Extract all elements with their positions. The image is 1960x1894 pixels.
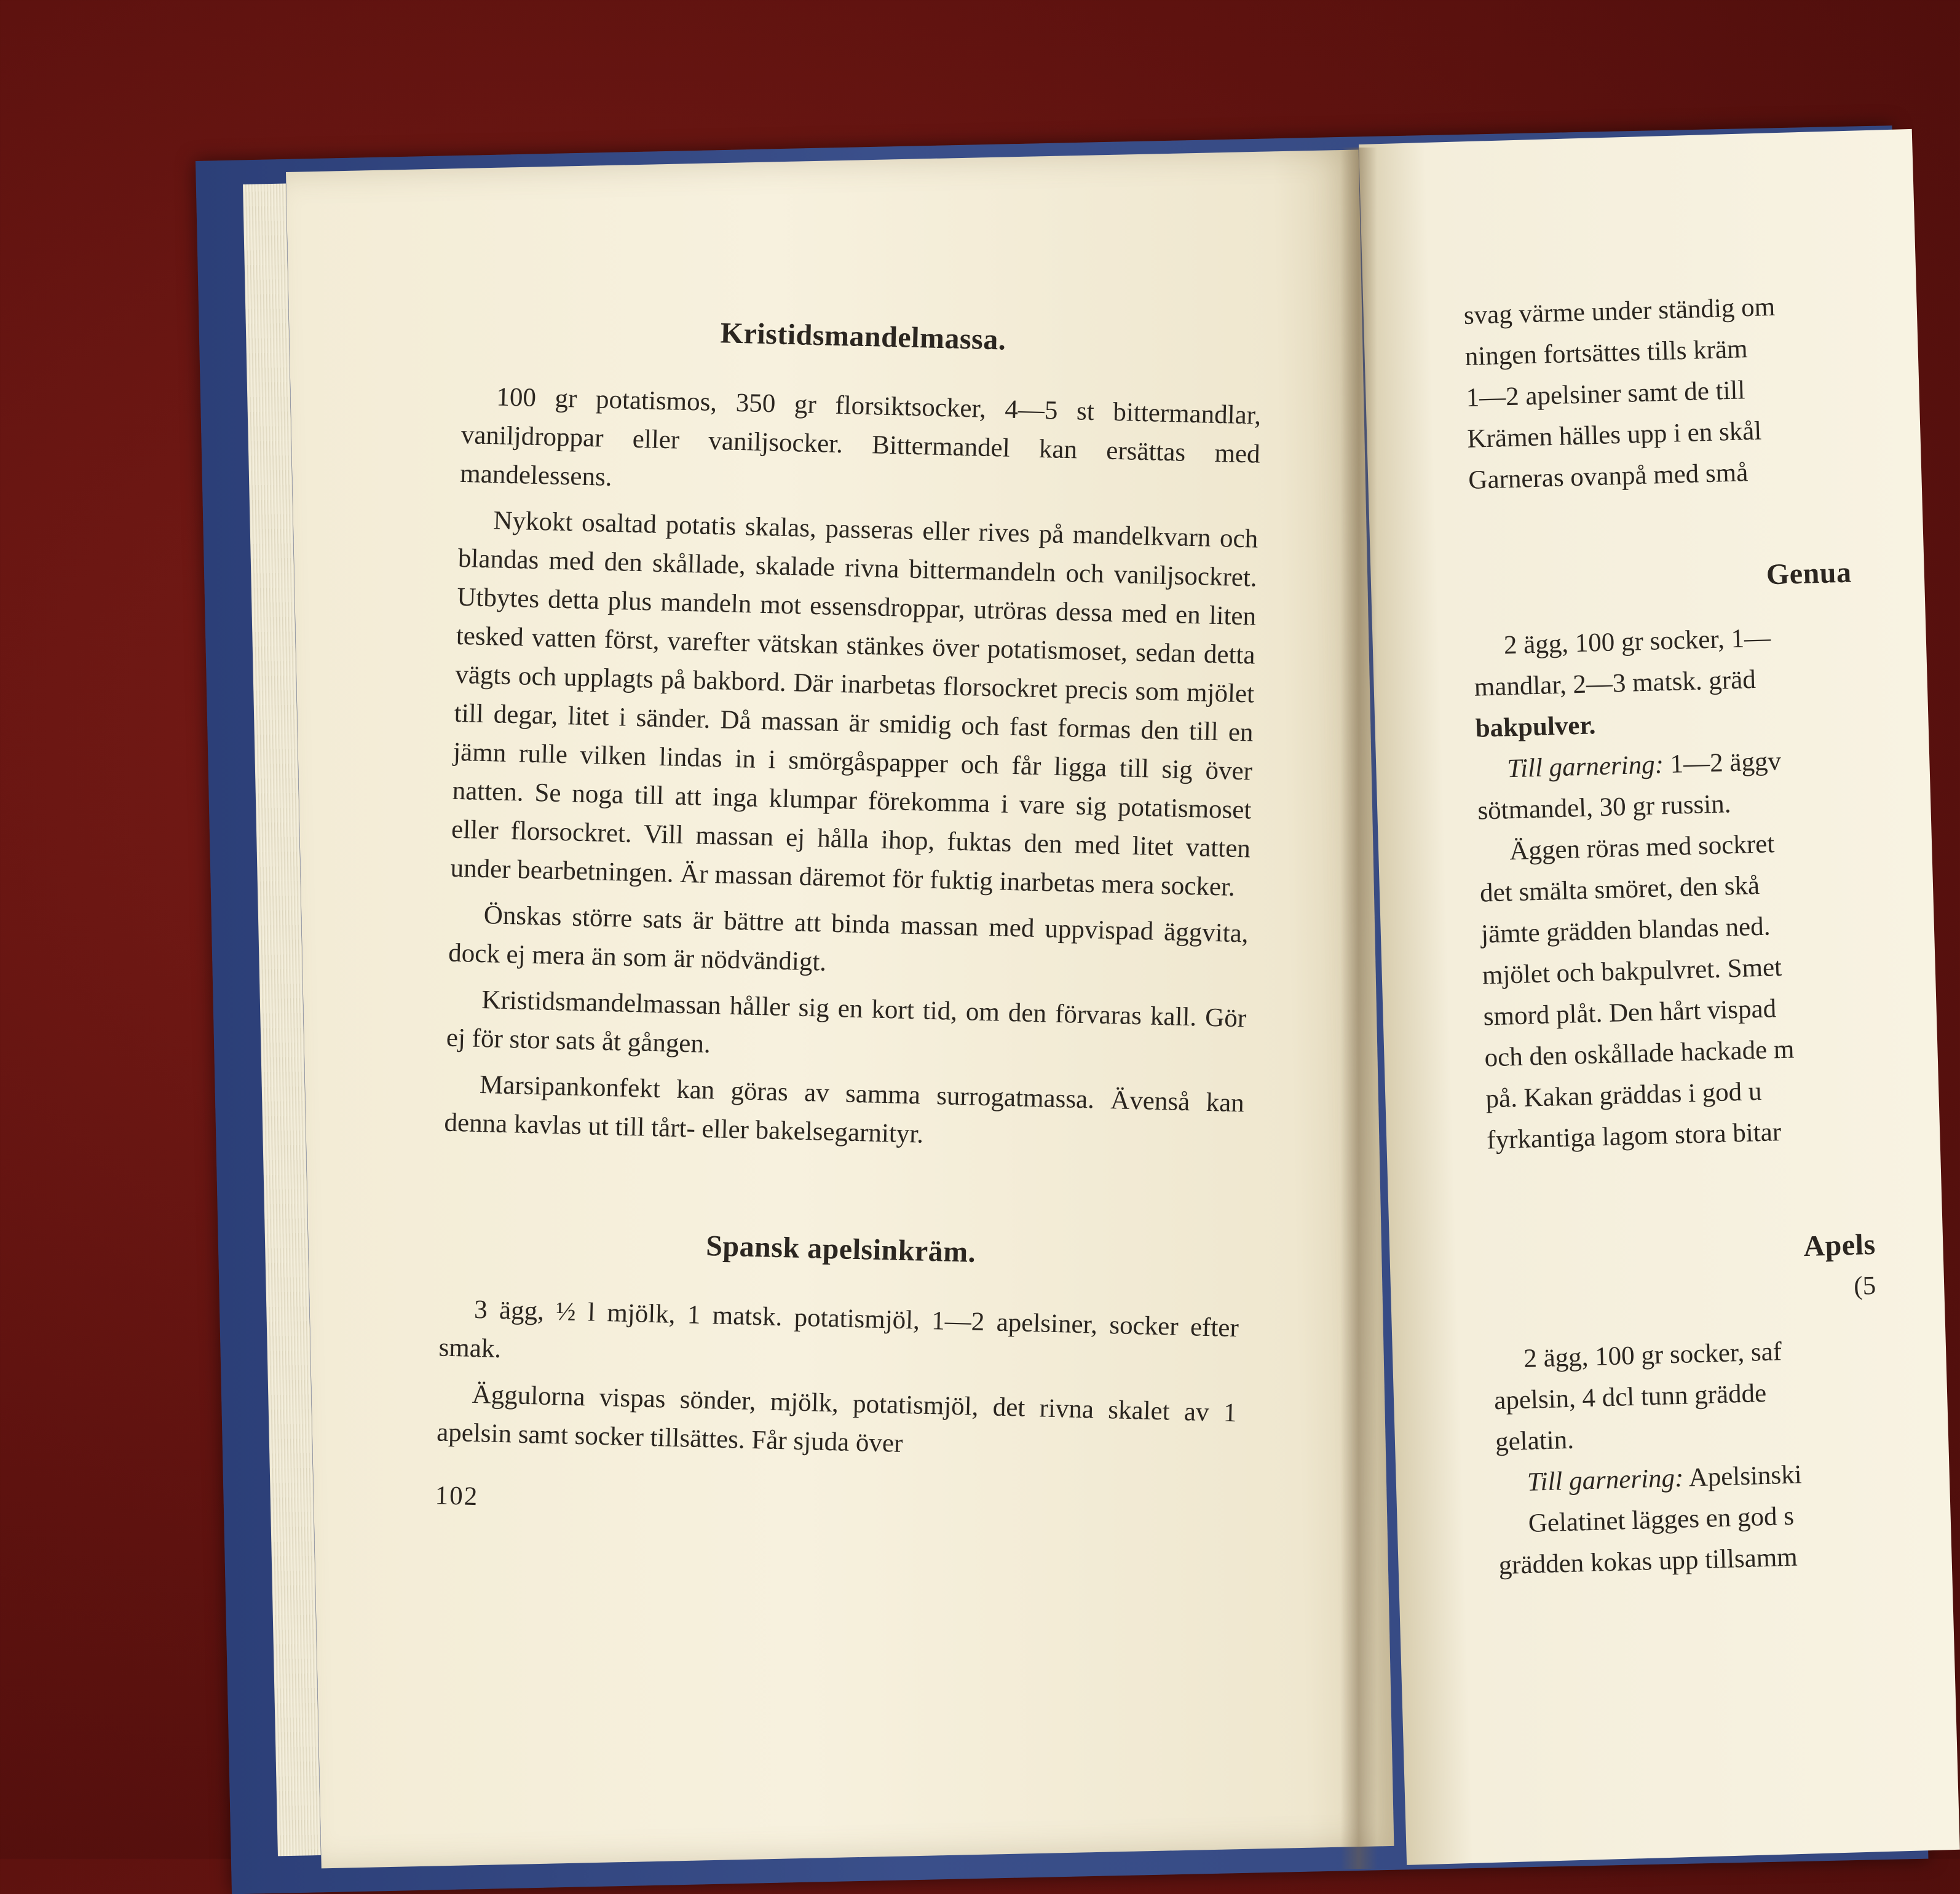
recipe-title-genua: Genua bbox=[1766, 556, 1852, 591]
right-line: bakpulver. bbox=[1475, 711, 1596, 743]
garnish-text: Apelsinski bbox=[1683, 1460, 1803, 1493]
right-line: smord plåt. Den hårt vispad bbox=[1483, 994, 1777, 1032]
paragraph-4: Marsipankonfekt kan göras av samma surrogatmassa. Ävenså kan denna kavlas ut till tårt- eller bakelsegarnityr. bbox=[444, 1070, 1245, 1149]
right-line: 2 ägg, 100 gr socker, saf bbox=[1523, 1337, 1782, 1373]
right-line: mjölet och bakpulvret. Smet bbox=[1482, 952, 1782, 990]
right-line: jämte grädden blandas ned. bbox=[1480, 912, 1771, 949]
right-line: Gelatinet lägges en god s bbox=[1528, 1501, 1795, 1538]
right-page-text bbox=[1463, 283, 1929, 1586]
page-number: 102 bbox=[435, 1481, 479, 1512]
recipe-title-spansk-apelsinkram: Spansk apelsinkräm. bbox=[705, 1229, 976, 1269]
right-line: ningen fortsättes tills kräm bbox=[1464, 334, 1749, 371]
paragraph-last: Äggulorna vispas sönder, mjölk, potatismjöl, det rivna skalet av 1 apelsin samt socker tillsättes. Får sjuda över bbox=[436, 1379, 1238, 1458]
right-line: svag värme under ständig om bbox=[1463, 292, 1776, 330]
recipe-title-apels: Apels bbox=[1803, 1228, 1876, 1263]
right-line: det smälta smöret, den skå bbox=[1479, 870, 1760, 908]
left-page-text bbox=[435, 307, 1263, 1534]
right-line: mandlar, 2—3 matsk. gräd bbox=[1474, 665, 1756, 702]
right-line: Äggen röras med sockret bbox=[1509, 829, 1775, 866]
right-line: fyrkantiga lagom stora bitar bbox=[1486, 1118, 1782, 1155]
ingredients-1: 100 gr potatismos, 350 gr florsiktsocker, 4—5 st bittermandlar, vaniljdroppar eller vaniljsocker. Bittermandel kan ersättas med mandelessens. bbox=[459, 382, 1262, 492]
garnish-text: 1—2 äggv bbox=[1663, 746, 1782, 779]
right-line: 1—2 apelsiner samt de till bbox=[1466, 376, 1745, 412]
right-line: på. Kakan gräddas i god u bbox=[1485, 1076, 1763, 1114]
right-line: grädden kokas upp tillsamm bbox=[1498, 1542, 1798, 1580]
right-line: sötmandel, 30 gr russin. bbox=[1477, 789, 1731, 826]
right-line: gelatin. bbox=[1495, 1425, 1575, 1457]
right-line: 2 ägg, 100 gr socker, 1— bbox=[1503, 623, 1771, 660]
right-line: Krämen hälles upp i en skål bbox=[1466, 416, 1762, 454]
right-line: apelsin, 4 dcl tunn grädde bbox=[1493, 1378, 1767, 1416]
recipe-subtitle: (5 bbox=[1853, 1271, 1876, 1301]
paragraph-2: Önskas större sats är bättre att binda massan med uppvispad äggvita, dock ej mera än som är nödvändigt. bbox=[448, 901, 1249, 977]
book-gutter bbox=[1340, 148, 1377, 1869]
paragraph-3: Kristidsmandelmassan håller sig en kort tid, om den förvaras kall. Gör ej för stor sats åt gången. bbox=[446, 985, 1247, 1059]
recipe-title-kristidsmandelmassa: Kristidsmandelmassa. bbox=[720, 317, 1006, 357]
right-line: och den oskållade hackade m bbox=[1484, 1035, 1795, 1073]
paragraph-1: Nykokt osaltad potatis skalas, passeras eller rives på mandelkvarn och blandas med den skållade, skalade rivna bittermandeln och vaniljsockret. Utbytes detta plus mandeln mot essensdroppar, utröras dessa med en liten tesked vatten först, varefter vätskan stänkes över potatismoset, sedan detta vägts och upplagts på bakbord. Där inarbetas florsockret precis som mjölet till degar, litet i sänder. Då massan är smidig och fast formas den till en jämn rulle vilken lindas in i smörgåspapper och får ligga till sig över natten. Se noga till att inga klumpar förekomma i vare sig potatismoset eller florsockret. Vill massan ej hålla ihop, fuktas den med litet vatten under bearbetningen. Är massan däremot för fuktig inarbetas mera socker. bbox=[450, 506, 1259, 902]
garnish-label: Till garnering: bbox=[1527, 1463, 1684, 1497]
right-line: Garneras ovanpå med små bbox=[1468, 458, 1749, 495]
garnish-label: Till garnering: bbox=[1506, 750, 1664, 784]
ingredients-2: 3 ägg, ½ l mjölk, 1 matsk. potatismjöl, 1—2 apelsiner, socker efter smak. bbox=[438, 1295, 1239, 1363]
